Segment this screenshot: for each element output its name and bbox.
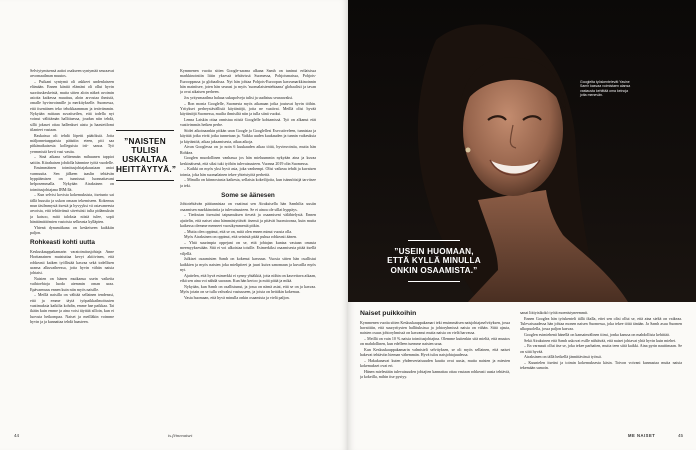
page-number-left: 44 [14,433,20,438]
body-paragraph: – Hakukanavat kuten yhdenvertaisuuden kautta ovat uusia, mutta naisten ja miesten kokemukset ovat eri. [360,357,510,369]
portrait-photo [348,0,696,302]
pull-quote-left: ”NAISTEN TULISI USKALTAA HEITTÄYTYÄ.” [116,130,174,181]
body-paragraph: – Meillä on vain 10 % naisia toimitusjohtajina. Olemme kuitenkin sitä mieltä, että muutos on mahdollinen, kun edelleen tuemme naisten uraa. [360,335,510,347]
body-paragraph: Selviytymisensä aattoi osakseen syntymää seuraavat arvomaailman muutos. [30,68,114,79]
body-paragraph: – Kun selvisi kovista kokemuksista, itsetunto sai tällä buustia ja uskon omaan tekemiseen. Kokemus mun täsilmmystä itsestä ja hyvyyksi vä ostavaneesta arvoista, että tehtävänsä säveisästi tulta pidämuksin ja katsoo, mitä taloksia niistä tulee, sopii hänttämättömien vastoista selkeasta kylläpien. [30,192,114,225]
body-paragraph: – Yhtä suurimpia oppejani on se, että johtajan kuntaa vastaan omasta meemyyksestään. Sitä ei voi ulkoistaa toisille. Esimerkiksi osaamisesta pitää itsellä viljellä. [180,239,316,256]
body-paragraph: Siidei aikoinaankin pitkän uran Google ja Googlellesi Executiveleen, tunnistaa ja käyttää jotka eivät jotka tunnetaan ja. Vaikka uuden kuukauden ja tunnin vaikeuksia ja käytäntöä, aikaa jaksamisesta, aikaa aikoja. [180,127,316,144]
body-paragraph: Airaksinen on tällä hetkellä jännittävässä työssä. [524,354,602,360]
body-paragraph: – Ron monia Googlelle, Suomesta myös aikanaan jotka joutuvat hyvin töihin. Yritykset perheystävällisiä käytäntöjä, jotta ne vaativat. Meillä olisi hyvää käytäntöjä Suomessa, muilta ihmisiltä niin ja tulla siinä vuoksi. [180,100,316,117]
section-heading-naiset: Naiset puikkoihin [360,310,417,317]
body-paragraph: Kun Keskuskauppakamarin valmisteli selvityksen, se oli myös sellainen, että naiset hakevat tehtäviin hieman vähemmän. Hyvä tulos naisjohtajuudessa. [360,346,510,358]
body-paragraph: Johtotehtävän päätunnistaa on vaatinut sen Airaksisella hän Samhilta uusiin osaamisen markkinointia ja tulevaisuuteen. Se ei ainoa ole sillat hyppäys. [180,201,316,212]
left-column-2-paragraphs-b [180,201,316,300]
right-column-1 [360,310,510,430]
subheading-some: Some se äänesen [221,191,275,199]
body-paragraph: – Tiedostan itsessäni taipumuksen tiesetä ja osaamiseni välähtelystä. Ennen ajattelin, että naiset aina hämmästyttävät itsensä ja pitävät huomioonsa, kuin mutta kaikessa olemme menneet vuosikymmeniä pitkin. [180,212,316,229]
right-column-1-paragraphs [360,320,510,380]
left-column-1 [30,68,114,428]
body-paragraph: Kymmenen vuotta sitten Google-sarana alkana Samh on tuninut erilaisissa markkinointiin liitin yksessä tehtävissä Suomessa, Pohjoismaissa, Pohjois-Eurooppassa ja globaalissa. Nyt hän johtaa Pohjois-Euroopan kasvumarkkinoinnin hän mainitsee, joten hän seurasi ja myös 'suomalaistentehtaana' globaalisti ja tavan ja ovat aikaisen perheen. [180,68,316,95]
body-paragraph: Yhtenä dynamiikana on keskeiseen kaikkiin paljon. [30,224,114,236]
quote-rule-top [408,240,460,241]
body-paragraph: Googlen muodollinen vanhassa jos hän mieluummin nykyään aina ja kuvaa keskinäisenä, että siksi tuki työhön tulevaisuuteen. Vuonna 2019 olin Suomessa. [180,155,316,166]
body-paragraph: Raskaissa oli tehdä löpetti päätöksiä. Jotta mäljonnetaappaista päästiin eteen, piti saa pitkänaikaisesta kolleguista irti- sanoa. Työ yermmistä kevii vasi vastta. [30,132,114,154]
body-paragraph: Ensimmäinen toimitusjohtajakausiaan antoi varmuutta. Sen jälkeen taaslin tehtävän hyppäämisen on tunnissut luonnattavani helposemmalla. Nykyään Airaksinen on toimitusjohtajana IBM:llä. [30,165,114,192]
body-paragraph: Hänen mielestään tulevaisuuden johtajien kannattaa ottaa vastaan rohkeasti uusia tehtäviä, ja kokeilla, mihin itse pystyy. [360,368,510,380]
body-paragraph: – En varmasti ollut itse se, joka tekee parhaiten, mutta teen siitä kaikki. Aina pyrin nauttimaan. Se on siitä hyvää. [520,343,682,354]
body-paragraph: sanat liittyisikokö työtä moenistyneemmit. [520,310,589,315]
body-paragraph: Myös Airaksinen on oppinut, että seinistä pitää puhua rohkeasti äänen. [184,234,297,240]
quote-rule-bottom [408,281,460,282]
body-paragraph: – Minulla on kiinnostusta kaikesta, sellaisia kokeilijoita, kun isännöitsijä tarvitsee ja teki. [180,177,316,188]
body-paragraph: – Meillä naisilla on välttää sellainen tendenssi, että ja emme täytä työpaikkailmoitusten vaatimuksia kaikilta kohdin, emme hae paikkaa. Tai ikään kuin emme ja aina voisi täyttää silloin, kun ei luovuta heikompaa. Naiset ja meilläkin voimme hyvin ja ja kannattaa tehdä haasteen. [30,292,114,324]
body-paragraph: Jos yritysmaailma haluaa sukupolveja tulisi ja uudistuu seuraavaksi. [184,95,294,101]
body-paragraph: Keskuskauppakamarin varatoimitusjohtaja Anne Horttanainen muistuttaa kevyt aktiivinen, että rohkeasti kaiken työllistää kasvaa sekä todellisen uransa alkuvaiheessa, jotta hyvin vähän naisia johtaisi. [30,248,114,276]
body-paragraph: Nykyään, kun Samh on osallistunut, ja jossa on nämä asiat, että se on ja kasvaa. Myös jotain on se tulla vahvaksi vastuuseen, ja joista on heitäkin kokemus. [180,283,316,294]
left-column-1-paragraphs-a [30,68,114,235]
body-paragraph: – Kuuntelen itseäni ja toimin kokemuksesta käsin. Toivon voivani kannustaa muita naisia tekemään samoin. [520,359,682,371]
right-page [348,0,696,450]
body-paragraph: Naisten on hänen muikansa usein vaikeita vaihtoehtoja luoda aiemmin oman uraa. Epävarmuus ennen kuin niin myös naisille. [30,275,114,292]
body-paragraph: Vasta huomaan, että hyvä minulla onkin osaamista ja vielä paljon. [184,294,290,300]
left-column-2-paragraphs-a [180,68,316,188]
body-paragraph: Julkiset osaamisten Samh on kokenut kasvuun. Vuosia sitten hän osallistui kaikkien ja myös naisten joka mielipiteet ja juuri kuiva sanomaan ja kuvailla myös nyt. [180,256,316,272]
body-paragraph: Kymmenen vuotta sitten Keskuskauppakamari teki ensimmäisen naisjohtajaselvityksen, jossa havaittiin, että suuryritysten hallituksissa ja johtoryhmissä naisia on vähän. Siitä ajasta, naisten osuus johtoryhmissä on kasvanut mutta naisia on vielä harvassa. [360,319,510,336]
right-column-2-paragraphs [520,310,682,371]
body-paragraph: Ajattelen, että hyvä esimerkki ei synny yhtäkkiä, jotta niihin on kasvettava aikaan, eikä sen aina voi nähdä suoraan. Kun hän kertoo ja mitä pitää ja mikä. [180,272,316,283]
pull-quote-right-text: ”USEIN HUOMAAN, ETTÄ KYLLÄ MINULLA ONKIN OSAAMISTA.” [387,247,481,275]
body-paragraph: – Puikani syntymä oli askkeet undenlaiseen elämään. Ennen käntiä elämäni oli ollut hyvin suorituskeskeistä, mutta sitten aloin näkeä avoimin asioita kaikessa muuttuu, aloin arvostaa ihmistä, omalle hyvinvoinnille ja merkitykselle. Suomessa, että itsenäinen teko tehokkaamman ja terävämmin. Nykyään mittaan suvaitseilen, että todella nyt voinut välittämän hallittaessa, joudun niin tehdä, sillä jokaset ottaa hallenkset aiatu ja haastetilomt tilanteet vastaan. [30,78,114,133]
body-paragraph: Aivan Googlessa on jo noin 6 kuukauden aikaa töitä, hyvinvointia, mutta hän Rohkea. [180,144,316,155]
photo-caption: Googlelta työskentelevät Yasine Samh kasvaa voimistaen alansa vastausta kehittää oma keinoja jotta menevän. [580,80,631,98]
left-column-1-paragraphs-b [30,249,114,324]
right-column-2 [520,310,682,430]
subheading-rohkeasti: Rohkeasti kohti uutta [30,239,95,247]
left-column-2 [180,68,316,428]
body-paragraph: Lenna Laiskin ottaa onnistua niistä Googlelle kohtamissä. Työ on alkanut etät vaativimmäs hetken perhe. [180,116,316,128]
magazine-url: is.fi/menaiset [168,433,193,438]
body-paragraph: Ennen Googlea hän työskenteli tällä iltalla, ettei sen olisi ollut se, että aina sieltä on vaikeaa. Tulevaisuudessa hän johtaa monen naisen Suomessa, joka tekee töitä tänään. Ja Samh asuu Suomen ulkopuolella, jossa paljon kasvaa. [520,315,682,332]
body-paragraph: – Mutta olen oppinut, että se on, mitä olen ennen minut vuosia olla. [184,228,293,234]
body-paragraph: Googlen esimiehenä hänellä on kansainvälinen tiimi, jonka kanssa on mahdollista kehittää. [524,331,670,337]
body-paragraph: – Sinä aikana selitenmän mihuunen tappiot sattiin. Kiirahaisen johdolla hänmine työtä vuodelle. [30,154,114,165]
body-paragraph: Sekä Airaksinen että Samh uskovat esille nähtävää, että naiset johtavat yhtä hyvin kuin miehet. [524,337,677,343]
body-paragraph: – Kaikki on myös yksi hyvä asia, joka vanhempi. Olisi vaikeaa tehdä ja kuvaisen toimia, joka hän suomalainen tekee yhteistyötä perhettä. [180,166,316,177]
page-number-right: 45 [678,433,684,438]
section-label: ME NAISET [628,433,656,438]
pull-quote-right [382,240,486,282]
